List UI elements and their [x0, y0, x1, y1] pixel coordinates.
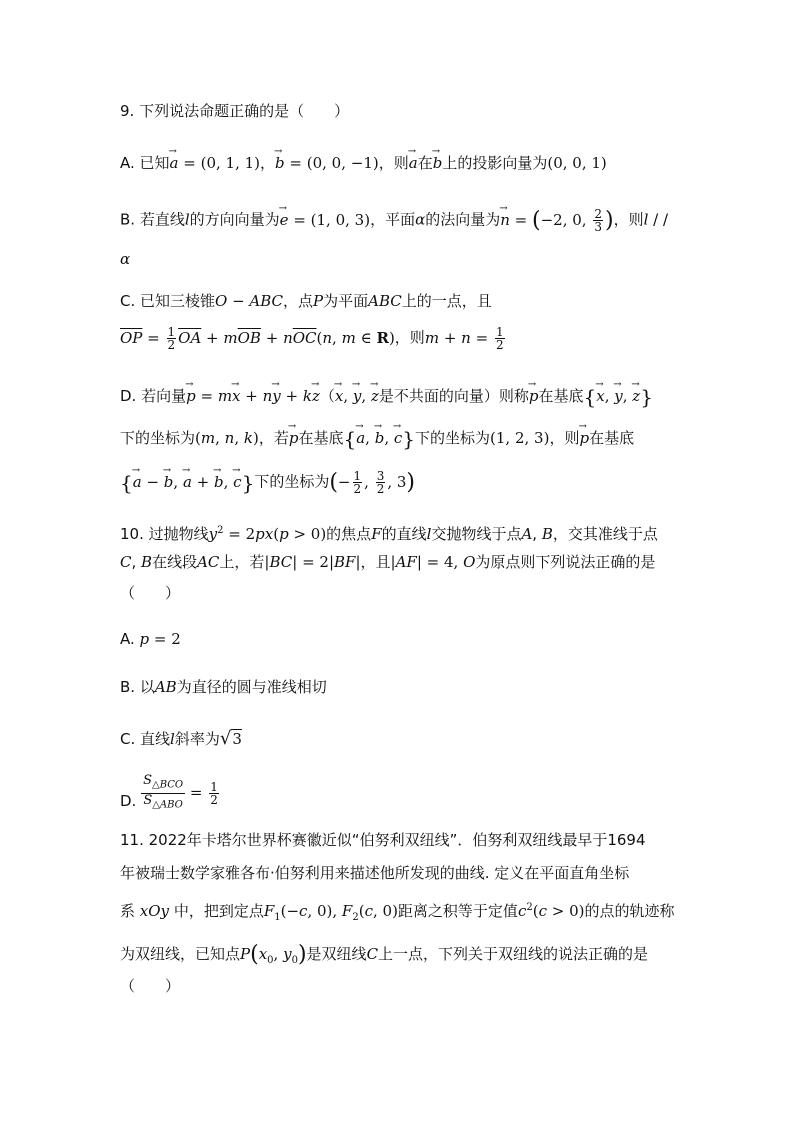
q11-line4: 为双纽线，已知点$P(x_0$, $y_0$)是双纽线C上一点，下列关于双纽线的说法正确的是 [120, 942, 649, 967]
q10-paren: （ ） [120, 584, 181, 602]
q11-line2: 年被瑞士数学家雅各布·伯努利用来描述他所发现的曲线. 定义在平面直角坐标 [120, 864, 630, 882]
q10-stem-line1: 10. 过抛物线$y^2 = 2px(p > 0)$的焦点F的直线l交抛物线于点A, B，交其准线于点 [120, 525, 658, 543]
q9-option-a: A. 已知→ a = (0, 1, 1)，→ b = (0, 0, −1)，则→ a在→ b上的投影向量为(0, 0, 1) [120, 152, 607, 174]
q9-option-d-line2: 下的坐标为(m, n, k)，若→ p在基底{→ a, → b, → c}下的坐标为(1, 2, 3)，则→ p在基底 [120, 427, 634, 450]
q10-option-b: B. 以AB为直径的圆与准线相切 [120, 678, 327, 696]
q11-line3: 系 xOy 中，把到定点$F_1(-c$, 0), $F_2(c$, 0)距离之积等于定值$c^2(c > 0)$的点的轨迹称 [120, 902, 675, 923]
q9-option-b: B. 若直线l的方向向量为→ e = (1, 0, 3)，平面α的法向量为→ n = (−2, 0, $\frac{2}{3}$ )，则l / / [120, 208, 668, 233]
q10-option-c: C. 直线l斜率为√3 [120, 728, 242, 749]
q10-option-a: A. p = 2 [120, 630, 181, 648]
q9-option-d-line3: {→ a − → b, → a + → b, → c}下的坐标为(− $\frac{1}{2}$ , $\frac{3}{2}$ , 3) [120, 470, 415, 495]
q9-option-c-formula: $\overline{OP}$ = $\frac{1}{2}$ $\overline{OA} + m\overline{OB} + n\overline{OC}(n$, m ∈ R)，则m + n = $\frac{1}{2}$ [120, 325, 504, 352]
q11-line1: 11. 2022年卡塔尔世界杯赛徽近似“伯努利双纽线”．伯努利双纽线最早于1694 [120, 831, 646, 849]
q9-option-d: D. 若向量→ p = m→ x + n→ y + k→ z（→ x, → y, → z是不共面的向量）则称→ p在基底{→ x, → y, → z} [120, 385, 653, 408]
q10-stem-line2: C, B在线段AC上，若|BC| = 2|BF|，且|AF| = 4, O为原点则下列说法正确的是 [120, 553, 656, 571]
q9-option-c: C. 已知三棱锥O − ABC，点P为平面ABC上的一点，且 [120, 292, 492, 310]
q9-option-b-cont: α [120, 250, 131, 268]
q9-stem: 9. 下列说法命题正确的是（ ） [120, 102, 350, 120]
q10-option-d: D. $S_{\triangle BCO}$ $S_{\triangle ABO}$ = $\frac{1}{2}$ [120, 773, 218, 811]
q11-paren: （ ） [120, 977, 181, 995]
